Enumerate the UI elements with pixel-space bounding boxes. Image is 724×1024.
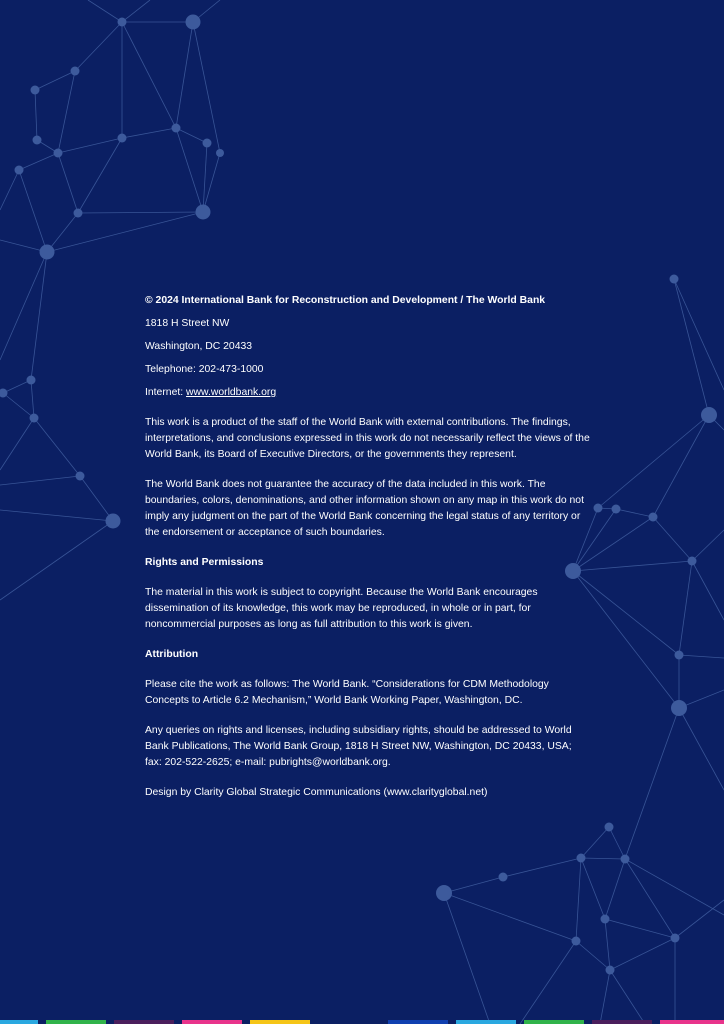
address-street: 1818 H Street NW <box>145 318 230 329</box>
footer-stripe <box>516 1020 524 1024</box>
queries-paragraph: Any queries on rights and licenses, including subsidiary rights, should be addressed to World Bank Publications, The World Bank Group, 1818 H Street NW, Washington, DC 20433, USA; fax: 202-522-2625; e-mail: pubrights@worldbank.org. <box>145 725 572 768</box>
footer-stripe <box>592 1020 652 1024</box>
telephone-line: Telephone: 202-473-1000 <box>145 364 264 375</box>
disclaimer-paragraph: The World Bank does not guarantee the accuracy of the data included in this work. The boundaries, colors, denominations, and other information shown on any map in this work do not imply any judgment on the part of the World Bank concerning the legal status of any territory or the endorsement or acceptance of such boundaries. <box>145 479 584 538</box>
footer-stripe <box>250 1020 310 1024</box>
footer-stripe <box>114 1020 174 1024</box>
footer-stripe <box>456 1020 516 1024</box>
footer-stripe <box>182 1020 242 1024</box>
footer-stripe <box>0 1020 38 1024</box>
copyright-line: © 2024 International Bank for Reconstruction and Development / The World Bank <box>145 295 546 306</box>
footer-stripe <box>38 1020 46 1024</box>
footer-color-bar <box>0 1020 724 1024</box>
rights-heading: Rights and Permissions <box>145 557 264 568</box>
intro-paragraph: This work is a product of the staff of the World Bank with external contributions. The findings, interpretations, and conclusions expressed in this work do not necessarily reflect the views of the World Bank, its Board of Executive Directors, or the governments they represent. <box>145 417 590 460</box>
footer-stripe <box>242 1020 250 1024</box>
footer-stripe <box>448 1020 456 1024</box>
footer-stripe <box>524 1020 584 1024</box>
footer-stripe <box>660 1020 724 1024</box>
footer-stripe <box>46 1020 106 1024</box>
internet-label: Internet: <box>145 387 187 398</box>
footer-stripe <box>310 1020 388 1024</box>
rights-paragraph: The material in this work is subject to copyright. Because the World Bank encourages dissemination of its knowledge, this work may be reproduced, in whole or in part, for noncommercial purposes as long as full attribution to this work is given. <box>145 587 538 630</box>
footer-stripe <box>174 1020 182 1024</box>
footer-stripe <box>388 1020 448 1024</box>
copyright-page-content <box>145 293 590 801</box>
internet-line <box>145 385 590 401</box>
attribution-heading: Attribution <box>145 649 199 660</box>
footer-stripe <box>652 1020 660 1024</box>
worldbank-website-link[interactable]: www.worldbank.org <box>186 387 277 398</box>
citation-paragraph: Please cite the work as follows: The World Bank. “Considerations for CDM Methodology Concepts to Article 6.2 Mechanism,” World Bank Working Paper, Washington, DC. <box>145 679 549 706</box>
address-city: Washington, DC 20433 <box>145 341 253 352</box>
design-credit: Design by Clarity Global Strategic Communications (www.clarityglobal.net) <box>145 787 488 798</box>
footer-stripe <box>106 1020 114 1024</box>
footer-stripe <box>584 1020 592 1024</box>
